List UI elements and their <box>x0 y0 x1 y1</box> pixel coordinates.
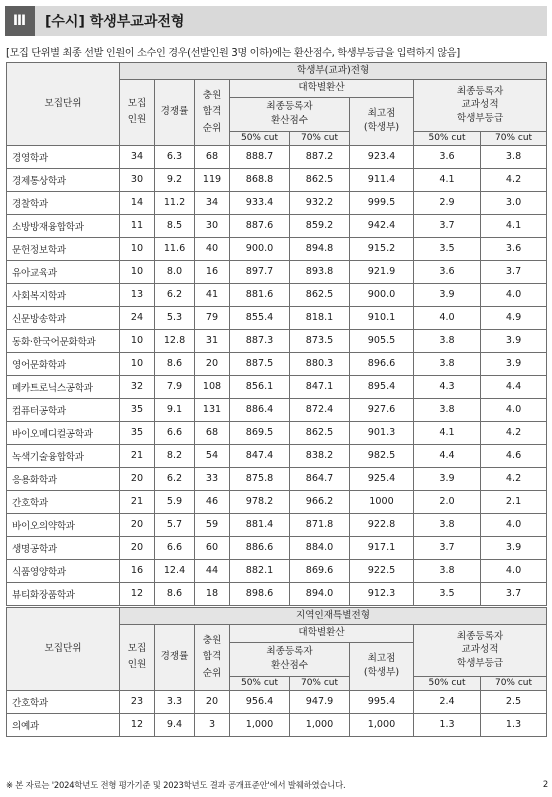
cell-grade70: 4.2 <box>481 168 547 191</box>
cell-top: 999.5 <box>350 191 414 214</box>
cell-rank: 18 <box>195 582 230 605</box>
cell-competition: 8.6 <box>155 582 195 605</box>
cell-score70: 893.8 <box>290 260 350 283</box>
cell-grade50: 4.4 <box>414 444 481 467</box>
cell-score50: 887.5 <box>230 352 290 375</box>
section-title-bar <box>35 6 547 36</box>
cell-quota: 24 <box>120 306 155 329</box>
cell-quota: 23 <box>120 690 155 713</box>
cell-top: 922.8 <box>350 513 414 536</box>
cell-quota: 35 <box>120 398 155 421</box>
general-admission-table <box>6 62 547 606</box>
header-quota: 모집 인원 <box>120 625 155 690</box>
cell-grade50: 4.1 <box>414 168 481 191</box>
cell-competition: 6.2 <box>155 467 195 490</box>
cell-name: 경제통상학과 <box>7 168 120 191</box>
cell-score50: 869.5 <box>230 421 290 444</box>
cell-top: 896.6 <box>350 352 414 375</box>
cell-grade50: 3.8 <box>414 513 481 536</box>
cell-grade70: 4.1 <box>481 214 547 237</box>
table-row <box>7 490 547 513</box>
cell-grade50: 4.0 <box>414 306 481 329</box>
cell-score50: 856.1 <box>230 375 290 398</box>
cell-score50: 855.4 <box>230 306 290 329</box>
cell-quota: 14 <box>120 191 155 214</box>
cell-competition: 9.2 <box>155 168 195 191</box>
cell-rank: 44 <box>195 559 230 582</box>
header-unit: 모집단위 <box>7 608 120 691</box>
cell-name: 응용화학과 <box>7 467 120 490</box>
footer <box>6 779 548 791</box>
cell-grade50: 4.3 <box>414 375 481 398</box>
header-final-grade: 최종등록자 교과성적 학생부등급 <box>414 80 547 131</box>
cell-name: 경영학과 <box>7 145 120 168</box>
cell-competition: 8.6 <box>155 352 195 375</box>
cell-competition: 3.3 <box>155 690 195 713</box>
cell-score50: 897.7 <box>230 260 290 283</box>
cell-quota: 21 <box>120 490 155 513</box>
footer-source-note: ※ 본 자료는 '2024학년도 전형 평가기준 및 2023학년도 결과 공개표준안'에서 발췌하였습니다. <box>6 780 346 790</box>
cell-score70: 864.7 <box>290 467 350 490</box>
header-score-cut70: 70% cut <box>290 676 350 690</box>
cell-grade50: 1.3 <box>414 713 481 736</box>
cell-rank: 34 <box>195 191 230 214</box>
cell-grade70: 3.7 <box>481 582 547 605</box>
cell-score70: 873.5 <box>290 329 350 352</box>
cell-rank: 31 <box>195 329 230 352</box>
cell-grade50: 3.6 <box>414 145 481 168</box>
table-row <box>7 283 547 306</box>
cell-competition: 11.6 <box>155 237 195 260</box>
cell-competition: 6.2 <box>155 283 195 306</box>
cell-score50: 882.1 <box>230 559 290 582</box>
cell-score70: 894.0 <box>290 582 350 605</box>
header-final-grade: 최종등록자 교과성적 학생부등급 <box>414 625 547 676</box>
cell-quota: 10 <box>120 352 155 375</box>
cell-quota: 20 <box>120 536 155 559</box>
cell-score50: 881.6 <box>230 283 290 306</box>
cell-score50: 900.0 <box>230 237 290 260</box>
cell-grade70: 3.9 <box>481 352 547 375</box>
cell-grade70: 4.4 <box>481 375 547 398</box>
header-quota: 모집 인원 <box>120 80 155 145</box>
cell-quota: 10 <box>120 329 155 352</box>
cell-grade50: 4.1 <box>414 421 481 444</box>
cell-grade50: 2.4 <box>414 690 481 713</box>
cell-name: 바이오의약학과 <box>7 513 120 536</box>
cell-quota: 32 <box>120 375 155 398</box>
cell-score50: 978.2 <box>230 490 290 513</box>
cell-score70: 887.2 <box>290 145 350 168</box>
header-university-score: 대학별환산 <box>230 625 414 642</box>
header-score-cut50: 50% cut <box>230 131 290 145</box>
cell-top: 1,000 <box>350 713 414 736</box>
cell-competition: 8.0 <box>155 260 195 283</box>
cell-quota: 20 <box>120 513 155 536</box>
table-row <box>7 145 547 168</box>
cell-rank: 108 <box>195 375 230 398</box>
cell-competition: 6.3 <box>155 145 195 168</box>
cell-score70: 880.3 <box>290 352 350 375</box>
header-section-title: 지역인재특별전형 <box>120 608 547 625</box>
cell-rank: 30 <box>195 214 230 237</box>
cell-top: 900.0 <box>350 283 414 306</box>
cell-name: 간호학과 <box>7 490 120 513</box>
table-row <box>7 191 547 214</box>
header-grade-cut70: 70% cut <box>481 676 547 690</box>
header-top-score: 최고점 (학생부) <box>350 642 414 690</box>
cell-grade50: 2.0 <box>414 490 481 513</box>
header-section-title: 학생부(교과)전형 <box>120 63 547 80</box>
table-row <box>7 536 547 559</box>
section-title: [수시] 학생부교과전형 <box>45 14 185 30</box>
cell-score70: 871.8 <box>290 513 350 536</box>
header-top-score: 최고점 (학생부) <box>350 97 414 145</box>
cell-top: 895.4 <box>350 375 414 398</box>
cell-top: 905.5 <box>350 329 414 352</box>
cell-score70: 862.5 <box>290 283 350 306</box>
header-rank: 충원 합격 순위 <box>195 625 230 690</box>
cell-top: 911.4 <box>350 168 414 191</box>
cell-score70: 894.8 <box>290 237 350 260</box>
cell-score70: 872.4 <box>290 398 350 421</box>
cell-rank: 79 <box>195 306 230 329</box>
table-row <box>7 306 547 329</box>
cell-rank: 54 <box>195 444 230 467</box>
header-grade-cut50: 50% cut <box>414 676 481 690</box>
cell-score50: 898.6 <box>230 582 290 605</box>
cell-name: 유아교육과 <box>7 260 120 283</box>
page-number: 2 <box>542 779 548 789</box>
header-university-score: 대학별환산 <box>230 80 414 97</box>
cell-competition: 9.1 <box>155 398 195 421</box>
cell-quota: 35 <box>120 421 155 444</box>
header-score-cut50: 50% cut <box>230 676 290 690</box>
cell-score50: 847.4 <box>230 444 290 467</box>
cell-name: 생명공학과 <box>7 536 120 559</box>
cell-quota: 16 <box>120 559 155 582</box>
table-row <box>7 690 547 713</box>
cell-grade70: 4.0 <box>481 283 547 306</box>
cell-score70: 1,000 <box>290 713 350 736</box>
cell-competition: 8.2 <box>155 444 195 467</box>
cell-score70: 884.0 <box>290 536 350 559</box>
cell-grade50: 3.5 <box>414 237 481 260</box>
cell-rank: 16 <box>195 260 230 283</box>
cell-quota: 11 <box>120 214 155 237</box>
cell-grade70: 2.1 <box>481 490 547 513</box>
cell-competition: 9.4 <box>155 713 195 736</box>
cell-name: 문헌정보학과 <box>7 237 120 260</box>
table-row <box>7 352 547 375</box>
header-competition: 경쟁률 <box>155 80 195 145</box>
cell-quota: 30 <box>120 168 155 191</box>
cell-grade50: 3.8 <box>414 559 481 582</box>
cell-score70: 862.5 <box>290 421 350 444</box>
cell-quota: 10 <box>120 260 155 283</box>
cell-competition: 5.3 <box>155 306 195 329</box>
table-row <box>7 214 547 237</box>
table-row <box>7 375 547 398</box>
cell-quota: 13 <box>120 283 155 306</box>
table-row <box>7 237 547 260</box>
table-row <box>7 398 547 421</box>
regional-admission-table <box>6 607 547 737</box>
table-row <box>7 329 547 352</box>
cell-rank: 68 <box>195 421 230 444</box>
cell-grade70: 4.0 <box>481 513 547 536</box>
cell-quota: 34 <box>120 145 155 168</box>
cell-competition: 7.9 <box>155 375 195 398</box>
cell-grade50: 3.7 <box>414 536 481 559</box>
table-row <box>7 260 547 283</box>
cell-grade50: 3.6 <box>414 260 481 283</box>
table-row <box>7 421 547 444</box>
cell-rank: 33 <box>195 467 230 490</box>
cell-grade70: 3.7 <box>481 260 547 283</box>
cell-top: 910.1 <box>350 306 414 329</box>
cell-name: 뷰티화장품학과 <box>7 582 120 605</box>
cell-competition: 12.8 <box>155 329 195 352</box>
cell-grade70: 3.6 <box>481 237 547 260</box>
cell-top: 1000 <box>350 490 414 513</box>
cell-rank: 46 <box>195 490 230 513</box>
table-row <box>7 168 547 191</box>
cell-quota: 12 <box>120 582 155 605</box>
cell-top: 922.5 <box>350 559 414 582</box>
cell-grade50: 3.8 <box>414 352 481 375</box>
cell-grade50: 3.8 <box>414 329 481 352</box>
cell-top: 915.2 <box>350 237 414 260</box>
cell-top: 923.4 <box>350 145 414 168</box>
cell-rank: 3 <box>195 713 230 736</box>
header-final-score: 최종등록자 환산점수 <box>230 97 350 131</box>
cell-name: 식품영양학과 <box>7 559 120 582</box>
cell-competition: 5.9 <box>155 490 195 513</box>
header-rank: 충원 합격 순위 <box>195 80 230 145</box>
cell-rank: 41 <box>195 283 230 306</box>
cell-quota: 20 <box>120 467 155 490</box>
cell-top: 925.4 <box>350 467 414 490</box>
table-row <box>7 444 547 467</box>
cell-score50: 933.4 <box>230 191 290 214</box>
cell-score70: 862.5 <box>290 168 350 191</box>
cell-competition: 6.6 <box>155 536 195 559</box>
cell-score70: 947.9 <box>290 690 350 713</box>
cell-name: 의예과 <box>7 713 120 736</box>
regional-table-body <box>7 690 547 736</box>
cell-quota: 21 <box>120 444 155 467</box>
cell-score70: 966.2 <box>290 490 350 513</box>
header-unit: 모집단위 <box>7 63 120 146</box>
cell-name: 영어문화학과 <box>7 352 120 375</box>
cell-grade50: 3.8 <box>414 398 481 421</box>
cell-score50: 886.6 <box>230 536 290 559</box>
cell-top: 995.4 <box>350 690 414 713</box>
cell-score50: 956.4 <box>230 690 290 713</box>
cell-rank: 20 <box>195 352 230 375</box>
cell-competition: 6.6 <box>155 421 195 444</box>
cell-competition: 11.2 <box>155 191 195 214</box>
cell-name: 동화·한국어문화학과 <box>7 329 120 352</box>
cell-score50: 875.8 <box>230 467 290 490</box>
cell-grade50: 3.9 <box>414 467 481 490</box>
cell-rank: 20 <box>195 690 230 713</box>
cell-top: 942.4 <box>350 214 414 237</box>
cell-quota: 12 <box>120 713 155 736</box>
general-table-body <box>7 145 547 605</box>
cell-top: 901.3 <box>350 421 414 444</box>
cell-name: 바이오메디컬공학과 <box>7 421 120 444</box>
cell-rank: 40 <box>195 237 230 260</box>
cell-grade70: 1.3 <box>481 713 547 736</box>
cell-score70: 932.2 <box>290 191 350 214</box>
cell-name: 소방방재융합학과 <box>7 214 120 237</box>
cell-grade70: 3.9 <box>481 536 547 559</box>
notice-text: [모집 단위별 최종 선발 인원이 소수인 경우(선발인원 3명 이하)에는 환산점수, 학생부등급을 입력하지 않음] <box>6 48 460 59</box>
cell-score50: 887.6 <box>230 214 290 237</box>
cell-grade70: 3.8 <box>481 145 547 168</box>
cell-name: 사회복지학과 <box>7 283 120 306</box>
table-row <box>7 513 547 536</box>
cell-score50: 881.4 <box>230 513 290 536</box>
cell-competition: 8.5 <box>155 214 195 237</box>
cell-grade70: 4.0 <box>481 398 547 421</box>
section-header <box>5 5 547 37</box>
cell-score50: 887.3 <box>230 329 290 352</box>
cell-rank: 60 <box>195 536 230 559</box>
cell-score70: 847.1 <box>290 375 350 398</box>
cell-top: 927.6 <box>350 398 414 421</box>
cell-score70: 859.2 <box>290 214 350 237</box>
cell-name: 메카트로닉스공학과 <box>7 375 120 398</box>
cell-name: 간호학과 <box>7 690 120 713</box>
cell-quota: 10 <box>120 237 155 260</box>
table-row <box>7 582 547 605</box>
cell-score50: 868.8 <box>230 168 290 191</box>
cell-name: 컴퓨터공학과 <box>7 398 120 421</box>
cell-competition: 12.4 <box>155 559 195 582</box>
cell-score50: 1,000 <box>230 713 290 736</box>
header-score-cut70: 70% cut <box>290 131 350 145</box>
header-grade-cut70: 70% cut <box>481 131 547 145</box>
cell-rank: 59 <box>195 513 230 536</box>
cell-score50: 888.7 <box>230 145 290 168</box>
cell-competition: 5.7 <box>155 513 195 536</box>
cell-score50: 886.4 <box>230 398 290 421</box>
table-row <box>7 559 547 582</box>
section-number-badge: Ⅲ <box>5 6 35 36</box>
cell-grade70: 2.5 <box>481 690 547 713</box>
cell-top: 912.3 <box>350 582 414 605</box>
cell-grade70: 4.6 <box>481 444 547 467</box>
cell-grade70: 4.9 <box>481 306 547 329</box>
cell-top: 982.5 <box>350 444 414 467</box>
cell-grade70: 3.0 <box>481 191 547 214</box>
cell-name: 경찰학과 <box>7 191 120 214</box>
cell-rank: 119 <box>195 168 230 191</box>
cell-top: 921.9 <box>350 260 414 283</box>
cell-score70: 818.1 <box>290 306 350 329</box>
cell-score70: 869.6 <box>290 559 350 582</box>
cell-name: 신문방송학과 <box>7 306 120 329</box>
cell-grade50: 3.7 <box>414 214 481 237</box>
table-row <box>7 713 547 736</box>
cell-top: 917.1 <box>350 536 414 559</box>
cell-grade50: 3.5 <box>414 582 481 605</box>
cell-grade70: 4.0 <box>481 559 547 582</box>
cell-grade70: 4.2 <box>481 467 547 490</box>
header-final-score: 최종등록자 환산점수 <box>230 642 350 676</box>
cell-name: 녹색기술융합학과 <box>7 444 120 467</box>
cell-grade50: 3.9 <box>414 283 481 306</box>
cell-grade70: 3.9 <box>481 329 547 352</box>
cell-rank: 131 <box>195 398 230 421</box>
table-row <box>7 467 547 490</box>
cell-grade50: 2.9 <box>414 191 481 214</box>
header-competition: 경쟁률 <box>155 625 195 690</box>
cell-score70: 838.2 <box>290 444 350 467</box>
cell-grade70: 4.2 <box>481 421 547 444</box>
header-grade-cut50: 50% cut <box>414 131 481 145</box>
cell-rank: 68 <box>195 145 230 168</box>
